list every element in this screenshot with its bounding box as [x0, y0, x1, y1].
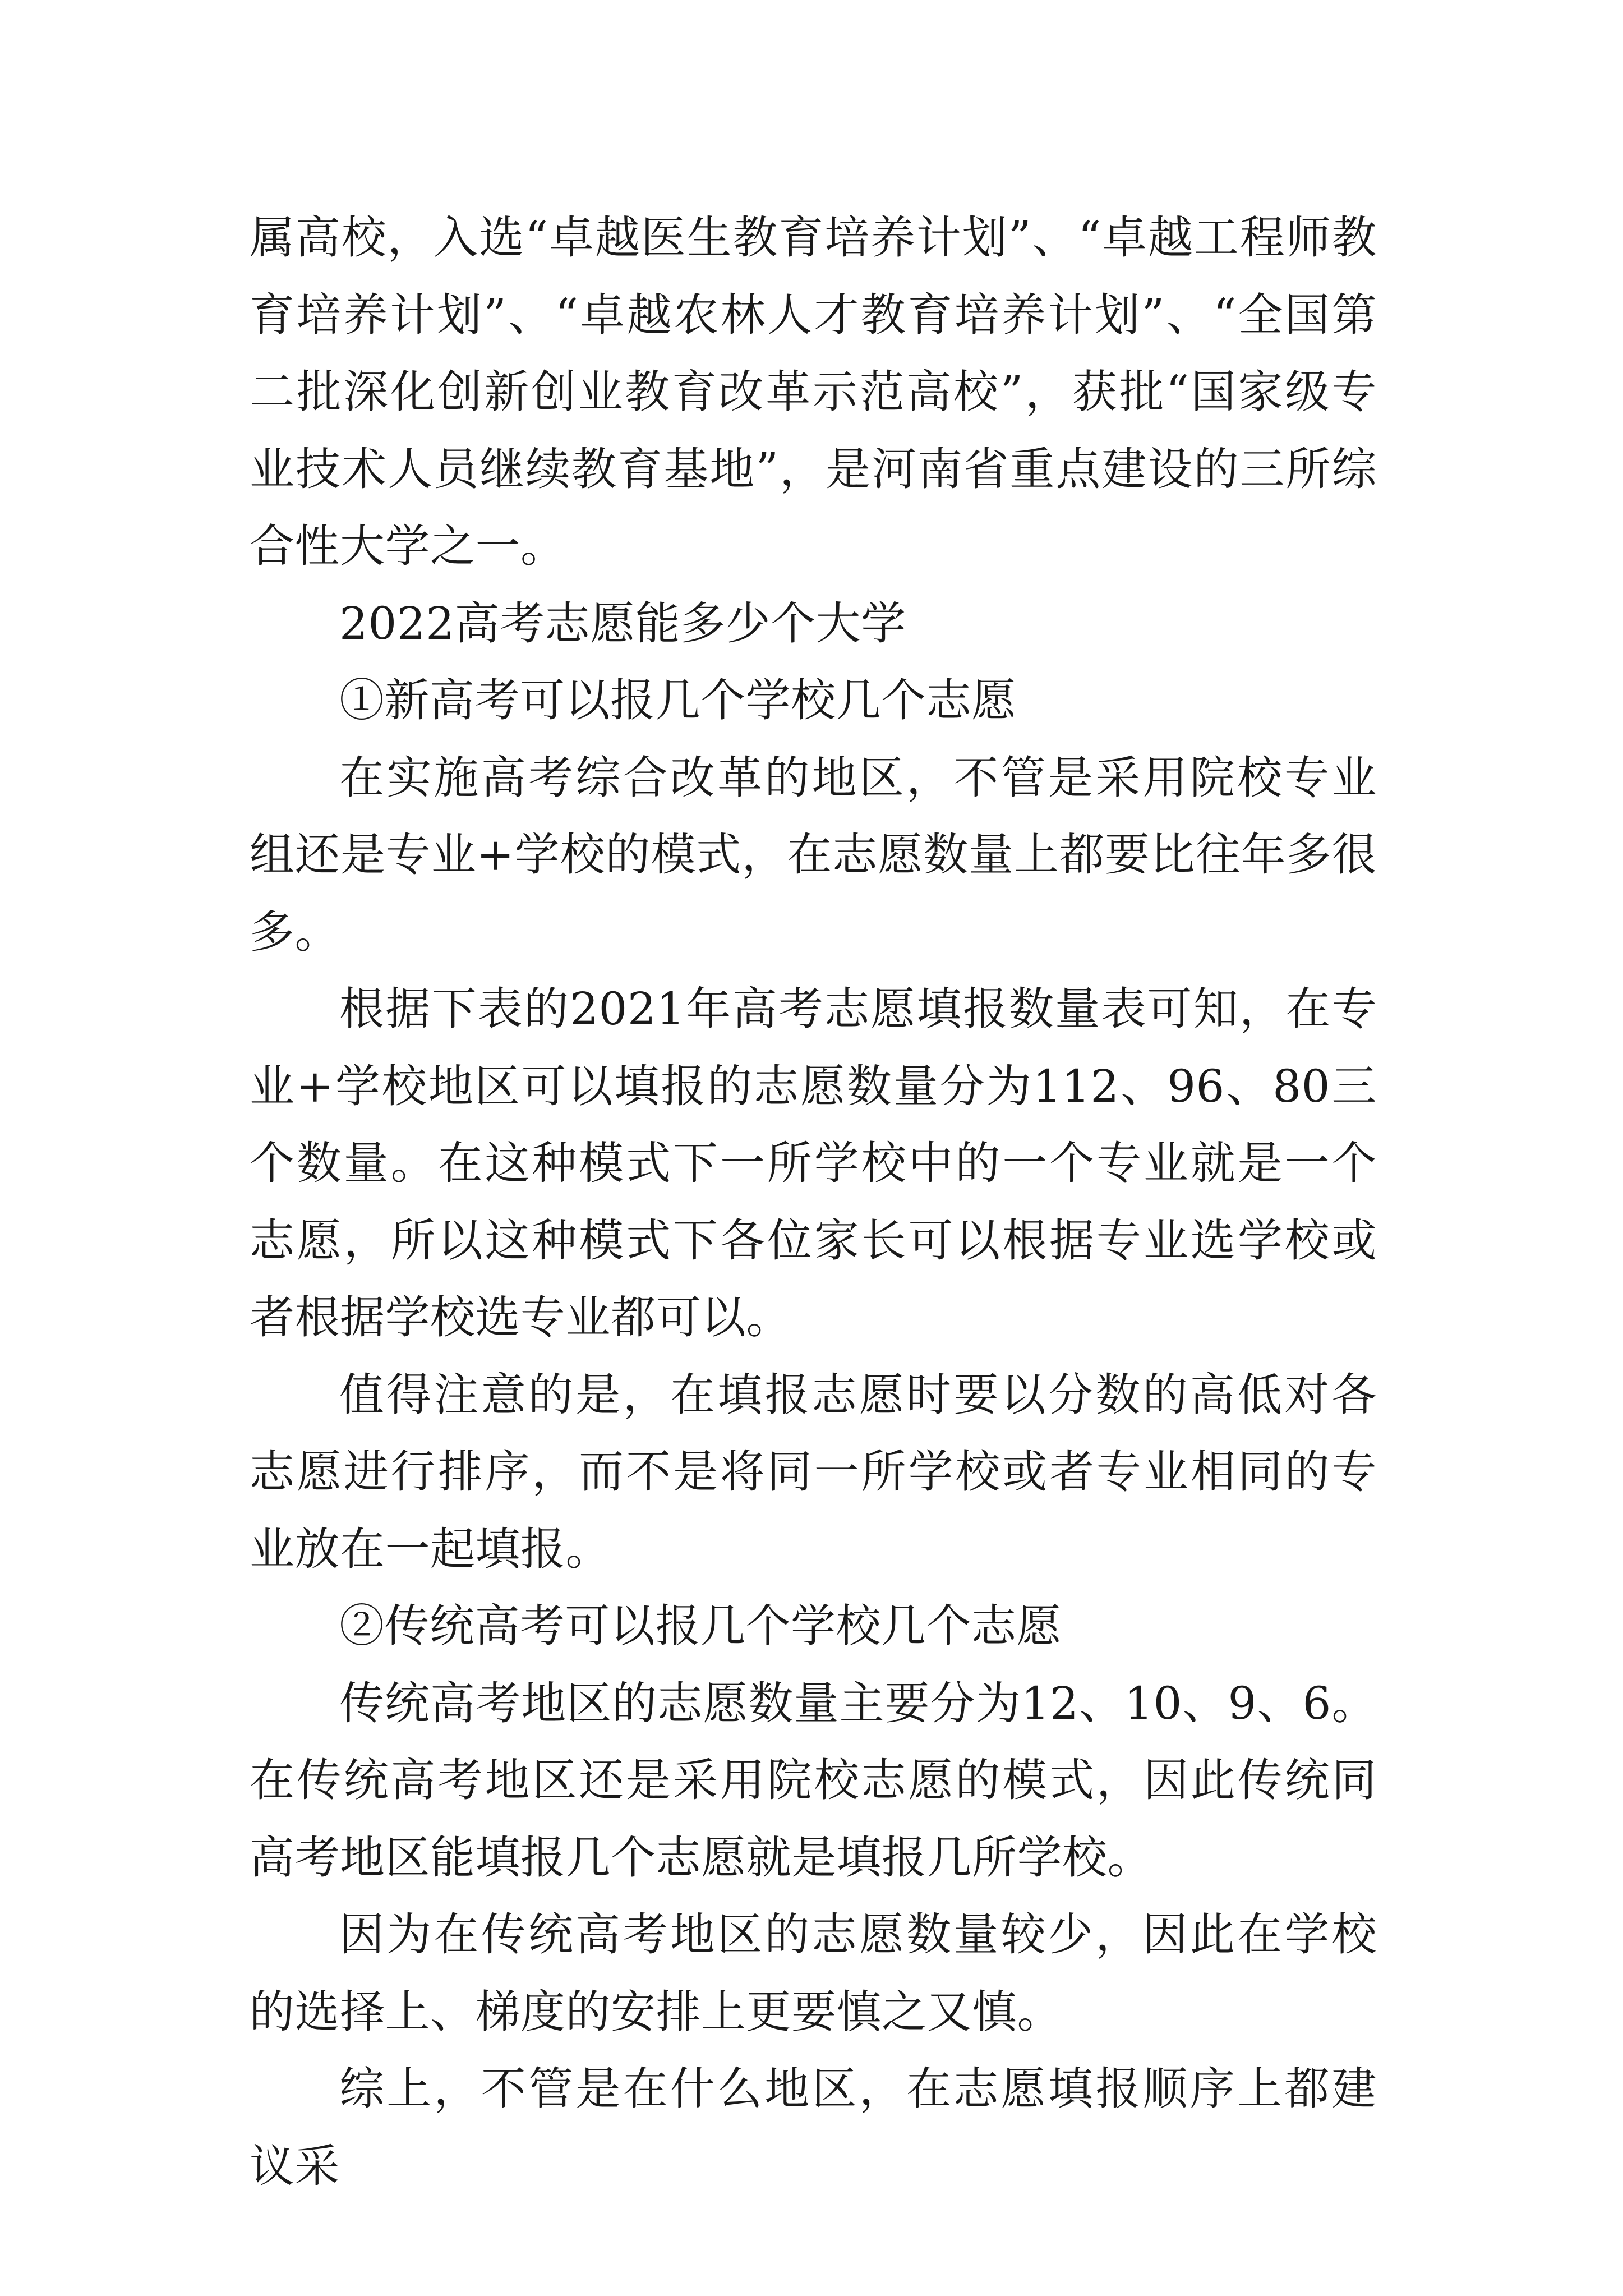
- paragraph: 根据下表的2021年高考志愿填报数量表可知，在专业+学校地区可以填报的志愿数量分为112、96、80三个数量。在这种模式下一所学校中的一个专业就是一个志愿，所以这种模式下各位家长可以根据专业选学校或者根据学校选专业都可以。: [250, 983, 1377, 1343]
- subsection-heading-new-gaokao: ①新高考可以报几个学校几个志愿: [339, 674, 1017, 726]
- paragraph: 传统高考地区的志愿数量主要分为12、10、9、6。在传统高考地区还是采用院校志愿的模式，因此传统同高考地区能填报几个志愿就是填报几所学校。: [250, 1677, 1377, 1884]
- paragraph: 综上，不管是在什么地区，在志愿填报顺序上都建议采: [250, 2063, 1377, 2192]
- paragraph: 在实施高考综合改革的地区，不管是采用院校专业组还是专业+学校的模式，在志愿数量上都要比往年多很多。: [250, 751, 1377, 958]
- paragraph: 因为在传统高考地区的志愿数量较少，因此在学校的选择上、梯度的安排上更要慎之又慎。: [250, 1908, 1377, 2038]
- paragraph: 值得注意的是，在填报志愿时要以分数的高低对各志愿进行排序，而不是将同一所学校或者专业相同的专业放在一起填报。: [250, 1368, 1377, 1575]
- section-heading: 2022高考志愿能多少个大学: [339, 597, 906, 650]
- document-body: [250, 199, 1377, 2205]
- paragraph-continuation: 属高校，入选“卓越医生教育培养计划”、“卓越工程师教育培养计划”、“卓越农林人才教育培养计划”、“全国第二批深化创新创业教育改革示范高校”，获批“国家级专业技术人员继续教育基地”，是河南省重点建设的三所综合性大学之一。: [250, 211, 1377, 572]
- subsection-heading-traditional-gaokao: ②传统高考可以报几个学校几个志愿: [339, 1600, 1062, 1652]
